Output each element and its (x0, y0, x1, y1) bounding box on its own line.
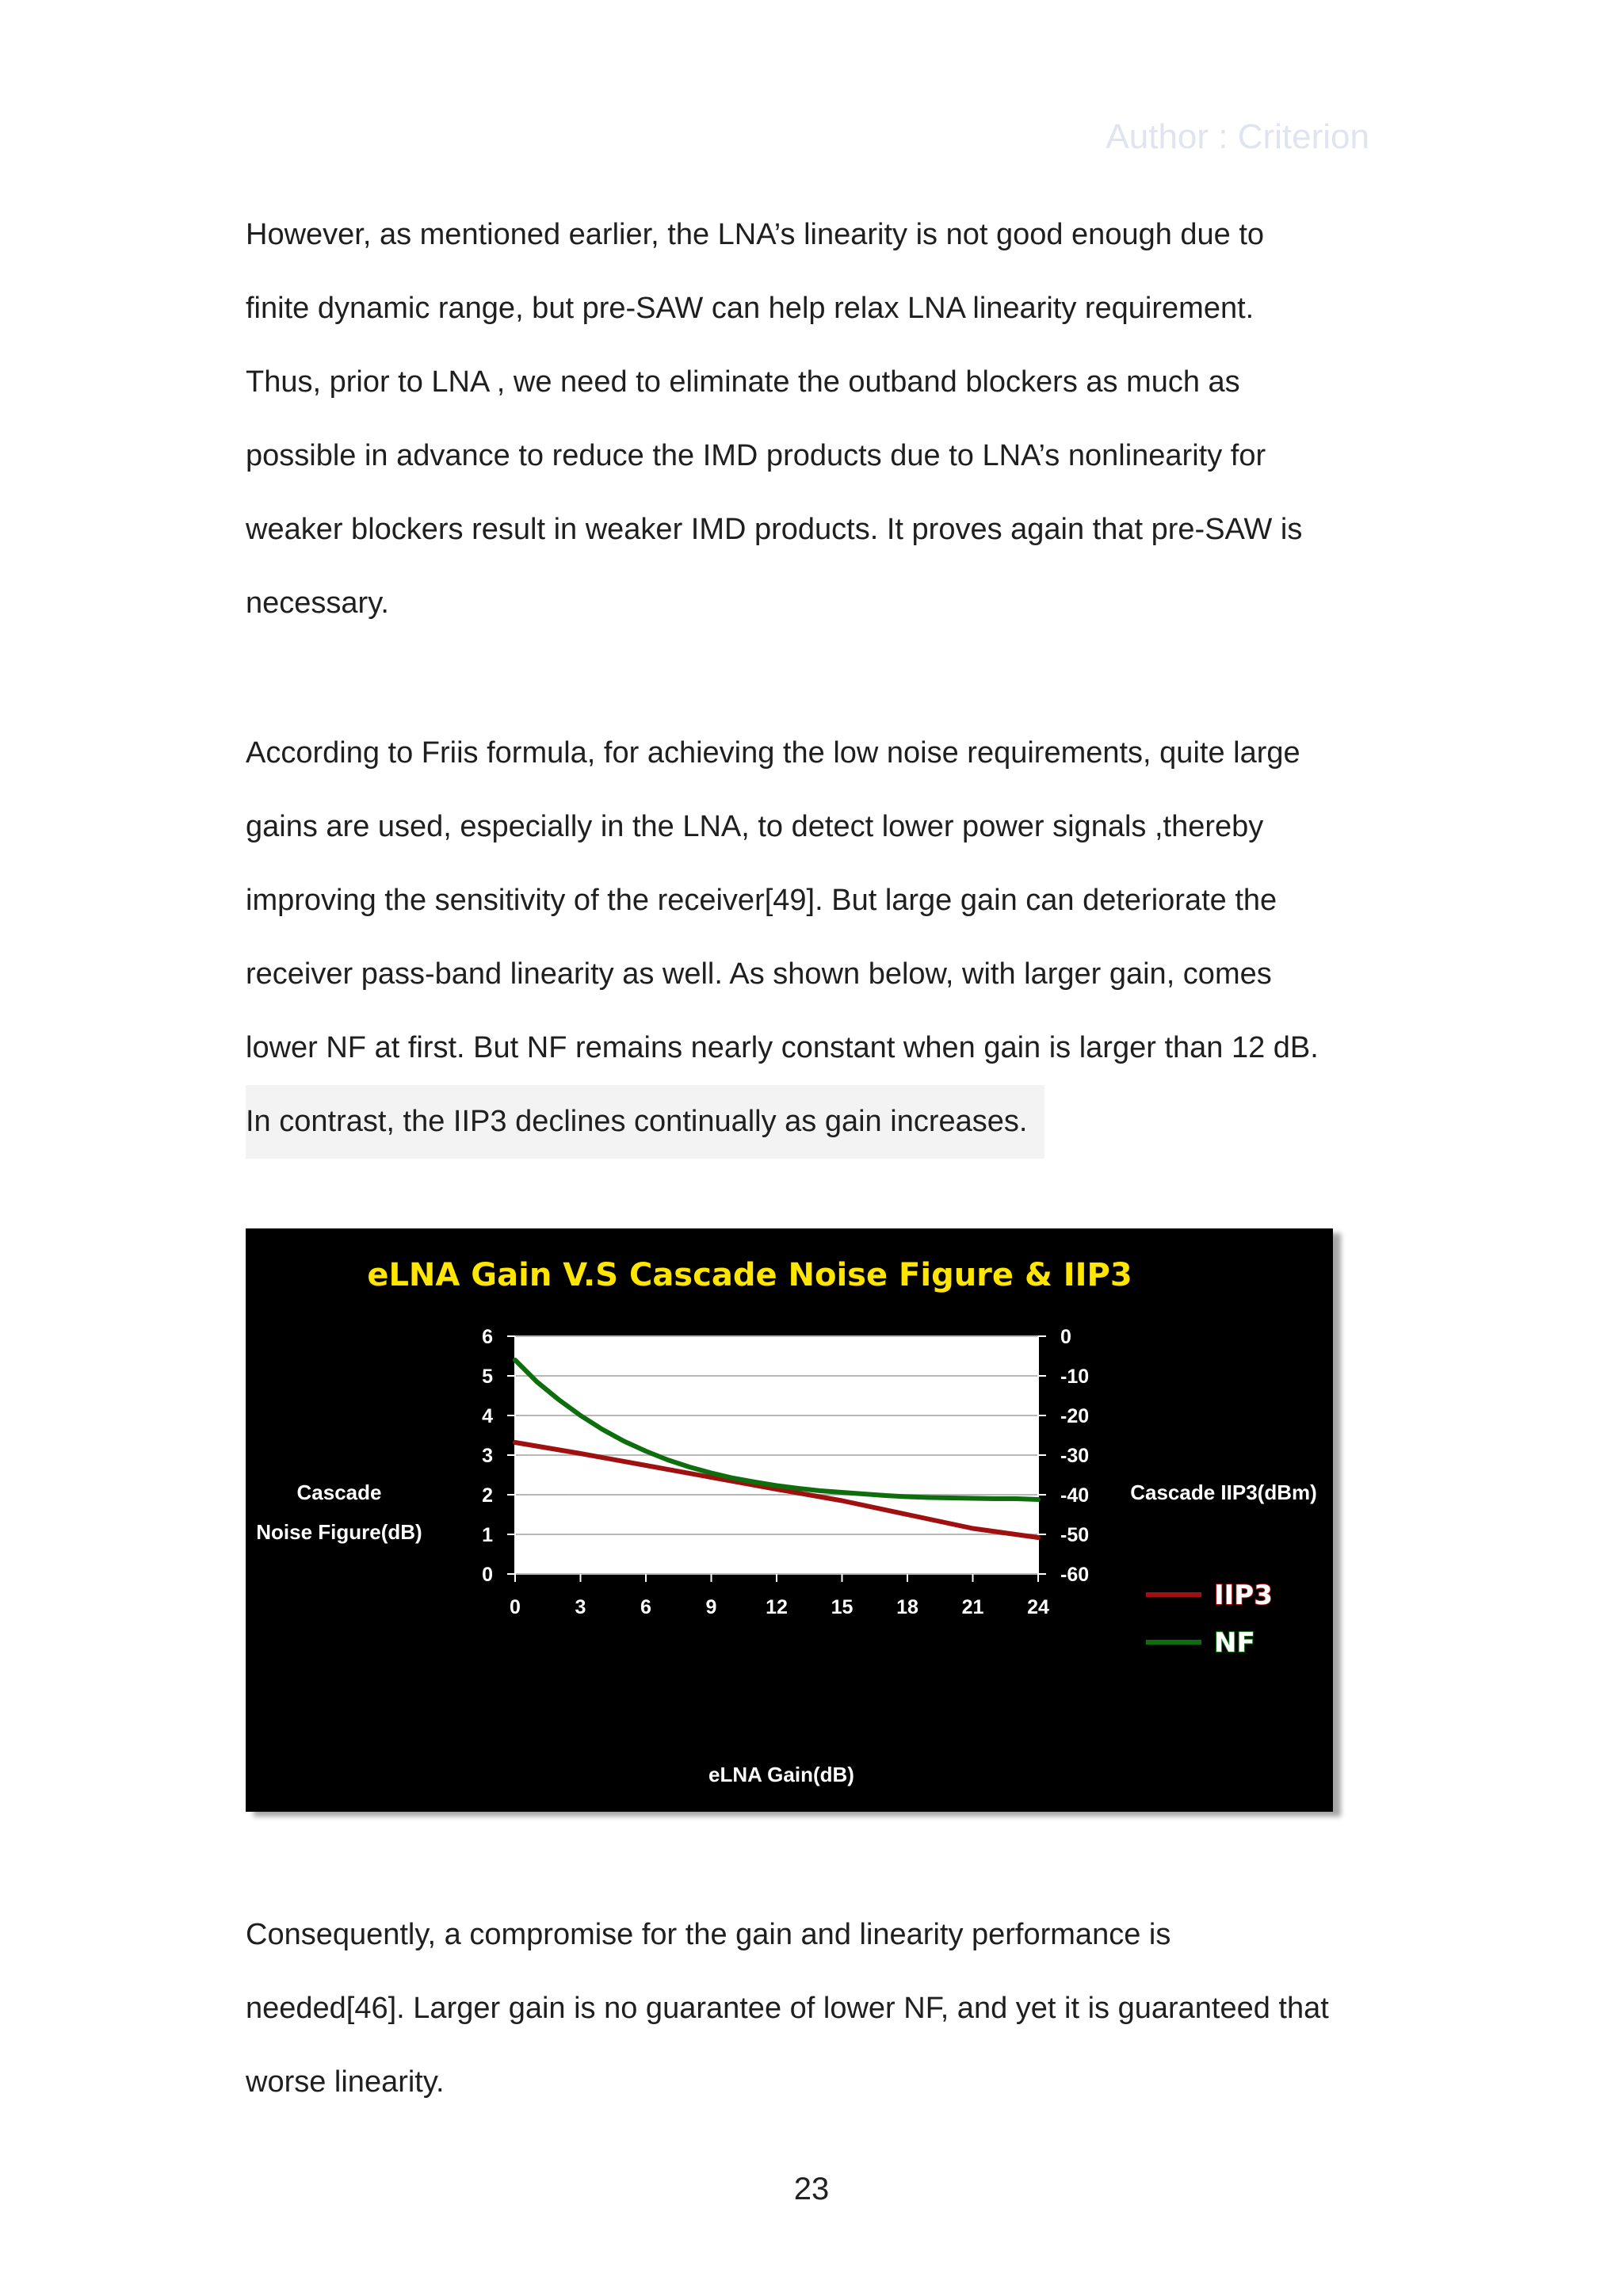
paragraph-line: According to Friis formula, for achieving the low noise requirements, quite large (246, 736, 1300, 770)
paragraph-line: However, as mentioned earlier, the LNA’s linearity is not good enough due to (246, 218, 1265, 251)
x-tick-label: 24 (1027, 1596, 1049, 1618)
y-axis-left-label-line2: Noise Figure(dB) (256, 1520, 422, 1544)
chart-title: eLNA Gain V.S Cascade Noise Figure & IIP3 (367, 1257, 1132, 1293)
paragraph-3 (246, 1898, 1387, 2119)
y-left-tick-label: 1 (482, 1524, 493, 1546)
paragraph-line: necessary. (246, 586, 389, 620)
paragraph-line: lower NF at first. But NF remains nearly constant when gain is larger than 12 dB. (246, 1031, 1319, 1064)
paragraph-2 (246, 716, 1387, 1159)
x-tick-label: 3 (575, 1596, 586, 1618)
x-tick-label: 21 (961, 1596, 984, 1618)
y-right-tick-label: 0 (1060, 1326, 1071, 1348)
legend-label-nf: NF (1214, 1627, 1255, 1659)
x-tick-label: 18 (896, 1596, 918, 1618)
y-left-tick-label: 5 (482, 1366, 493, 1388)
paragraph-line: needed[46]. Larger gain is no guarantee of lower NF, and yet it is guaranteed that (246, 1992, 1329, 2025)
legend-label-iip3: IIP3 (1214, 1580, 1273, 1611)
y-left-tick-label: 4 (482, 1405, 493, 1427)
chart-figure (246, 1228, 1333, 1812)
paragraph-line: Thus, prior to LNA , we need to eliminate the outband blockers as much as (246, 365, 1240, 399)
paragraph-line: receiver pass-band linearity as well. As shown below, with larger gain, comes (246, 957, 1272, 991)
paragraph-line: improving the sensitivity of the receiver[49]. But large gain can deteriorate the (246, 884, 1277, 917)
paragraph-line: possible in advance to reduce the IMD products due to LNA’s nonlinearity for (246, 439, 1266, 472)
y-right-tick-label: -60 (1060, 1564, 1090, 1586)
x-tick-label: 0 (510, 1596, 521, 1618)
y-left-tick-label: 6 (482, 1326, 493, 1348)
x-tick-label: 6 (640, 1596, 651, 1618)
paragraph-line-highlighted: In contrast, the IIP3 declines continually as gain increases. (246, 1085, 1044, 1159)
y-left-tick-label: 2 (482, 1484, 493, 1507)
x-axis-label: eLNA Gain(dB) (708, 1763, 854, 1786)
header-author: Author : Criterion (1106, 117, 1369, 156)
y-axis-left-label-line1: Cascade (296, 1480, 382, 1504)
y-left-tick-label: 0 (482, 1564, 493, 1586)
y-right-tick-label: -30 (1060, 1445, 1090, 1467)
paragraph-line: worse linearity. (246, 2065, 445, 2099)
y-right-tick-label: -40 (1060, 1484, 1090, 1507)
x-tick-label: 15 (831, 1596, 854, 1618)
x-tick-label: 9 (705, 1596, 717, 1618)
paragraph-line: finite dynamic range, but pre-SAW can help relax LNA linearity requirement. (246, 292, 1254, 325)
page-number: 23 (793, 2172, 830, 2206)
y-right-tick-label: -50 (1060, 1524, 1090, 1546)
paragraph-line: Consequently, a compromise for the gain and linearity performance is (246, 1918, 1171, 1951)
y-right-tick-label: -10 (1060, 1366, 1090, 1388)
paragraph-line: gains are used, especially in the LNA, to detect lower power signals ,thereby (246, 810, 1264, 843)
y-left-tick-label: 3 (482, 1445, 493, 1467)
chart-svg (246, 1228, 1333, 1812)
x-tick-label: 12 (766, 1596, 788, 1618)
paragraph-1 (246, 198, 1387, 640)
paragraph-line: weaker blockers result in weaker IMD products. It proves again that pre-SAW is (246, 513, 1303, 546)
y-right-tick-label: -20 (1060, 1405, 1090, 1427)
y-axis-right-label: Cascade IIP3(dBm) (1130, 1480, 1317, 1504)
